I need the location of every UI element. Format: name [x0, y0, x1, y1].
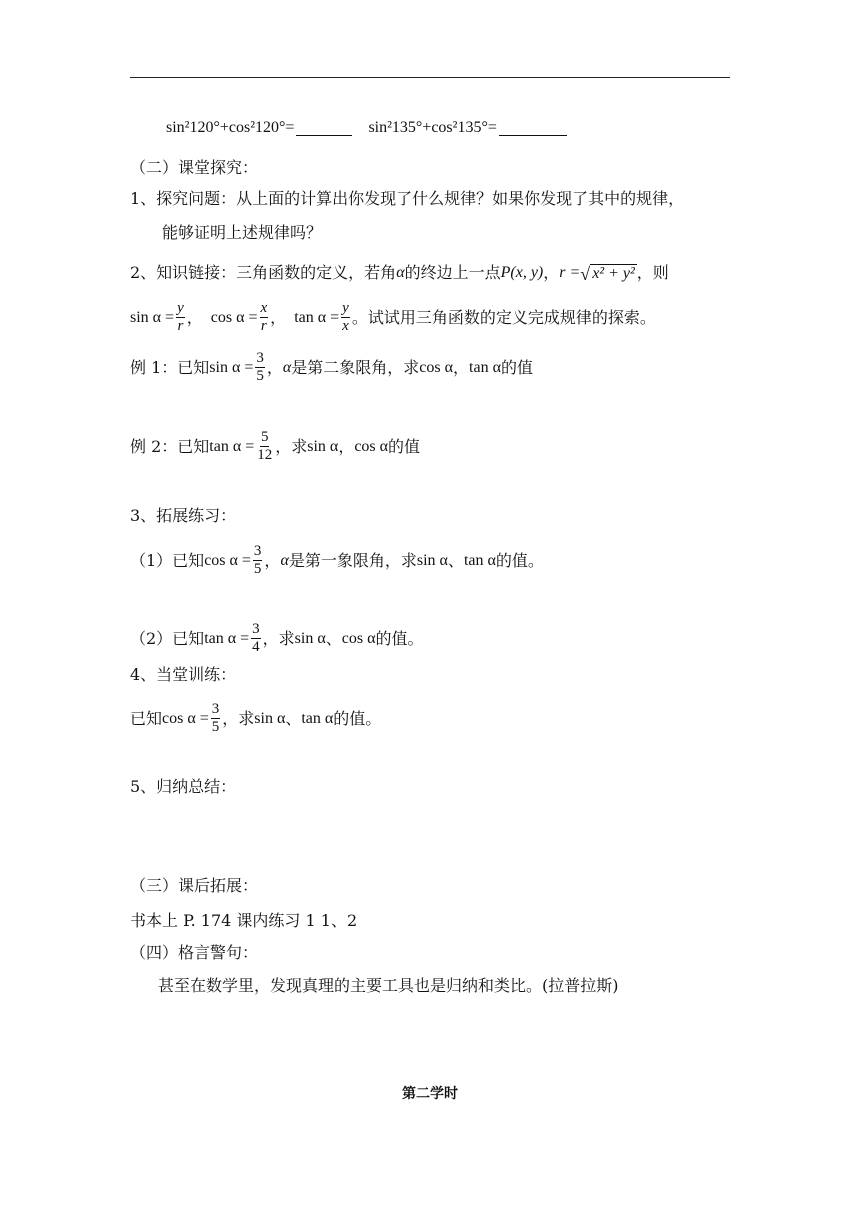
example-1-lhs: sin α =: [209, 358, 254, 376]
sin-alpha: sin α: [294, 629, 326, 647]
exercise-3-1-text-c: 的值。: [495, 550, 544, 570]
item-2-comma: ，: [543, 263, 560, 282]
item-2-text-c: ，则: [636, 263, 669, 282]
expr-120: sin²120°+cos²120°=: [166, 119, 295, 136]
exercise-3-1-text-a: ，: [264, 550, 281, 570]
item-1-text-b: 能够证明上述规律吗？: [162, 223, 323, 242]
example-2: [130, 429, 420, 464]
identity-line: [166, 117, 567, 139]
item-3-title: 3、拓展练习：: [130, 506, 237, 525]
exercise-3-1-prefix: （1）已知: [130, 550, 205, 570]
exercise-4-fraction: $\frac{3}{5}$: [211, 701, 220, 735]
sep: ，: [338, 436, 355, 456]
exercise-4: [130, 701, 381, 736]
exercise-4-prefix: 已知: [130, 708, 163, 728]
example-2-prefix: 例 2：已知: [130, 436, 210, 456]
item-2-text-a: 2、知识链接：三角函数的定义，若角: [130, 263, 397, 282]
alpha-symbol: α: [280, 551, 289, 569]
frac-y-over-x: $\frac{y}{x}$: [342, 300, 349, 334]
answer-blank-135: [499, 121, 567, 136]
section-4-quote: 甚至在数学里，发现真理的主要工具也是归纳和类比。(拉普拉斯): [158, 976, 619, 995]
cos-alpha: cos α: [354, 437, 389, 455]
exercise-3-2-text-b: 的值。: [375, 628, 424, 648]
expr-135: sin²135°+cos²135°=: [368, 119, 497, 136]
item-4-title: 4、当堂训练：: [130, 665, 237, 684]
exercise-4-text-a: ，求: [222, 708, 255, 728]
item-2-line-b: [130, 300, 656, 335]
sin-alpha: sin α: [307, 437, 339, 455]
answer-blank-120: [296, 121, 352, 136]
exercise-3-1-fraction: $\frac{3}{5}$: [253, 543, 262, 577]
tan-def-lhs: tan α =: [294, 308, 340, 326]
exercise-3-2-text-a: ，求: [262, 628, 295, 648]
section-3-title: （三）课后拓展：: [130, 876, 259, 895]
sep: ，: [270, 307, 287, 327]
item-5-title: 5、归纳总结：: [130, 777, 237, 796]
sep: 、: [447, 550, 464, 570]
example-2-text-b: 的值: [388, 436, 421, 456]
frac-y-over-r: $\frac{y}{r}$: [177, 300, 184, 334]
example-1-text-a: ，: [266, 357, 283, 377]
sep: 、: [285, 708, 302, 728]
header-rule: [130, 77, 730, 78]
exercise-3-1: [130, 543, 544, 578]
example-2-fraction: $\frac{5}{12}$: [257, 429, 273, 463]
sin-alpha: sin α: [254, 709, 286, 727]
example-2-text-a: ，求: [275, 436, 308, 456]
section-4-title: （四）格言警句：: [130, 943, 259, 962]
item-2-text-b: 的终边上一点: [404, 263, 501, 282]
exercise-3-2-lhs: tan α =: [204, 629, 250, 647]
item-1-text-a: 1、探究问题：从上面的计算出你发现了什么规律？如果你发现了其中的规律，: [130, 189, 685, 208]
exercise-4-lhs: cos α =: [162, 709, 209, 727]
sep: ，: [186, 307, 203, 327]
cos-def-lhs: cos α =: [210, 308, 258, 326]
example-1-text-c: 的值: [500, 357, 533, 377]
exercise-3-2: [130, 621, 423, 656]
cos-alpha: cos α: [419, 358, 454, 376]
example-1: [130, 350, 533, 385]
radicand: x² + y²: [592, 264, 635, 282]
item-2-text-d: 。试试用三角函数的定义完成规律的探索。: [351, 307, 656, 327]
frac-x-over-r: $\frac{x}{r}$: [260, 300, 268, 334]
example-2-lhs: tan α =: [209, 437, 255, 455]
sep: 、: [325, 628, 342, 648]
tan-alpha: tan α: [463, 551, 496, 569]
exercise-3-2-prefix: （2）已知: [130, 628, 205, 648]
section-3-text: 书本上 P. 174 课内练习 1 1、2: [130, 911, 358, 930]
example-1-fraction: $\frac{3}{5}$: [256, 350, 264, 384]
exercise-3-1-lhs: cos α =: [204, 551, 251, 569]
tan-alpha: tan α: [469, 358, 501, 376]
exercise-3-2-fraction: $\frac{3}{4}$: [252, 621, 260, 655]
sep: ，: [453, 357, 470, 377]
radical-sign: √: [580, 263, 591, 284]
cos-alpha: cos α: [341, 629, 376, 647]
sqrt-expr: [580, 264, 636, 283]
point-p: P(x, y): [500, 264, 544, 281]
exercise-4-text-b: 的值。: [333, 708, 382, 728]
alpha-symbol: α: [282, 358, 292, 376]
r-expr: r =: [559, 264, 581, 281]
tan-alpha: tan α: [301, 709, 334, 727]
example-1-prefix: 例 1：已知: [130, 357, 210, 377]
footer-heading: 第二学时: [402, 1086, 458, 1102]
exercise-3-1-text-b: 是第一象限角，求: [288, 550, 417, 570]
alpha-symbol: α: [396, 264, 405, 281]
sin-alpha: sin α: [416, 551, 448, 569]
item-2-line-a: [130, 262, 669, 284]
section-2-title: （二）课堂探究：: [130, 158, 259, 177]
sin-def-lhs: sin α =: [130, 308, 175, 326]
example-1-text-b: 是第二象限角，求: [291, 357, 420, 377]
